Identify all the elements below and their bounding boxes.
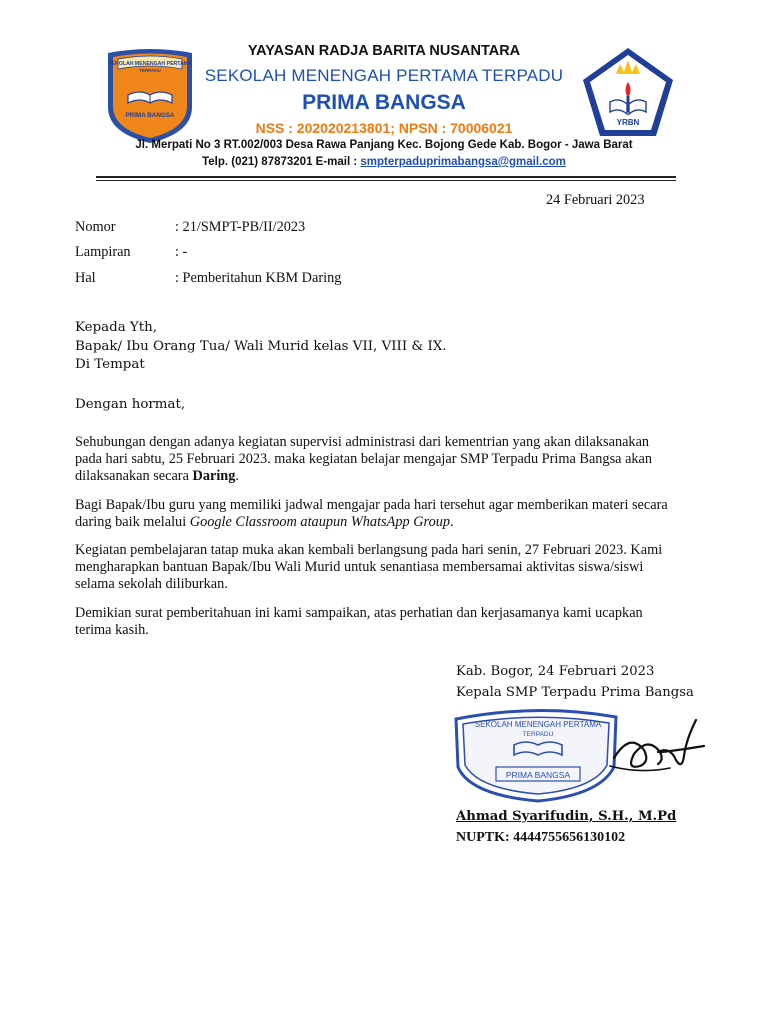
- meta-value-lampiran: : -: [175, 244, 188, 260]
- signature-place-date: Kab. Bogor, 24 Februari 2023: [456, 664, 655, 679]
- svg-text:PRIMA BANGSA: PRIMA BANGSA: [125, 112, 175, 119]
- paragraph-3-line-3: selama sekolah diliburkan.: [75, 576, 228, 592]
- recipient-line-2: Bapak/ Ibu Orang Tua/ Wali Murid kelas VII, VIII & IX.: [75, 339, 447, 354]
- text-span: daring baik melalui: [75, 514, 190, 530]
- signatory-nuptk: NUPTK: 4444755656130102: [456, 830, 626, 845]
- recipient-line-3: Di Tempat: [75, 357, 145, 372]
- paragraph-1-line-3: [75, 468, 705, 485]
- handwritten-signature: [600, 712, 720, 782]
- svg-text:TERPADU: TERPADU: [139, 68, 161, 73]
- paragraph-1-line-1: Sehubungan dengan adanya kegiatan supervisi administrasi dari kementrian yang akan dilaksanakan: [75, 434, 650, 450]
- meta-value-hal: : Pemberitahun KBM Daring: [175, 270, 342, 286]
- meta-label-lampiran: Lampiran: [75, 244, 131, 260]
- letterhead-divider-thin: [96, 180, 676, 181]
- school-logo-left: [100, 45, 200, 145]
- svg-text:SEKOLAH MENENGAH PERTAMA: SEKOLAH MENENGAH PERTAMA: [474, 720, 602, 729]
- email-link[interactable]: smpterpaduprimabangsa@gmail.com: [360, 156, 566, 168]
- svg-text:TERPADU: TERPADU: [522, 731, 554, 738]
- daring-emphasis: Daring: [192, 468, 236, 484]
- signatory-name: Ahmad Syarifudin, S.H., M.Pd: [456, 809, 677, 824]
- paragraph-4-line-2: terima kasih.: [75, 622, 149, 638]
- school-type: SEKOLAH MENENGAH PERTAMA TERPADU: [204, 66, 564, 85]
- signature-position: Kepala SMP Terpadu Prima Bangsa: [456, 685, 694, 700]
- school-contact: [0, 156, 768, 168]
- meta-value-nomor: : 21/SMPT-PB/II/2023: [175, 219, 306, 235]
- school-name: PRIMA BANGSA: [302, 91, 466, 114]
- paragraph-4-line-1: Demikian surat pemberitahuan ini kami sampaikan, atas perhatian dan kerjasamanya kami ucapkan: [75, 605, 643, 621]
- greeting: Dengan hormat,: [75, 397, 186, 412]
- svg-text:YRBN: YRBN: [616, 118, 640, 127]
- text-span: .: [235, 468, 239, 484]
- paragraph-1-line-2: pada hari sabtu, 25 Februari 2023. maka kegiatan belajar mengajar SMP Terpadu Prima Bangsa akan: [75, 451, 653, 467]
- text-span: dilaksanakan secara: [75, 468, 193, 484]
- text-span: .: [450, 514, 454, 530]
- foundation-name: YAYASAN RADJA BARITA NUSANTARA: [247, 43, 521, 59]
- phone-text: Telp. (021) 87873201 E-mail :: [202, 156, 361, 168]
- paragraph-3-line-2: mengharapkan bantuan Bapak/Ibu Wali Murid untuk senantiasa membersamai aktivitas siswa/siswi: [75, 559, 644, 575]
- school-address: Jl. Merpati No 3 RT.002/003 Desa Rawa Panjang Kec. Bojong Gede Kab. Bogor - Jawa Barat: [135, 139, 633, 151]
- letter-date: 24 Februari 2023: [546, 192, 645, 208]
- meta-label-nomor: Nomor: [75, 219, 116, 235]
- paragraph-3-line-1: Kegiatan pembelajaran tatap muka akan kembali berlangsung pada hari senin, 27 Februari 2023. Kami: [75, 542, 663, 558]
- school-ids: NSS : 202020213801; NPSN : 70006021: [255, 120, 513, 136]
- svg-text:SEKOLAH MENENGAH PERTAMA: SEKOLAH MENENGAH PERTAMA: [108, 61, 192, 67]
- paragraph-2-line-1: Bagi Bapak/Ibu guru yang memiliki jadwal mengajar pada hari tersehut agar memberikan materi secara: [75, 497, 668, 513]
- platform-emphasis: Google Classroom ataupun WhatsApp Group: [189, 514, 451, 530]
- letterhead-divider-thick: [96, 176, 676, 178]
- svg-text:PRIMA BANGSA: PRIMA BANGSA: [505, 770, 571, 780]
- paragraph-2-line-2: [75, 514, 705, 531]
- meta-label-hal: Hal: [75, 270, 96, 286]
- recipient-line-1: Kepada Yth,: [75, 320, 158, 335]
